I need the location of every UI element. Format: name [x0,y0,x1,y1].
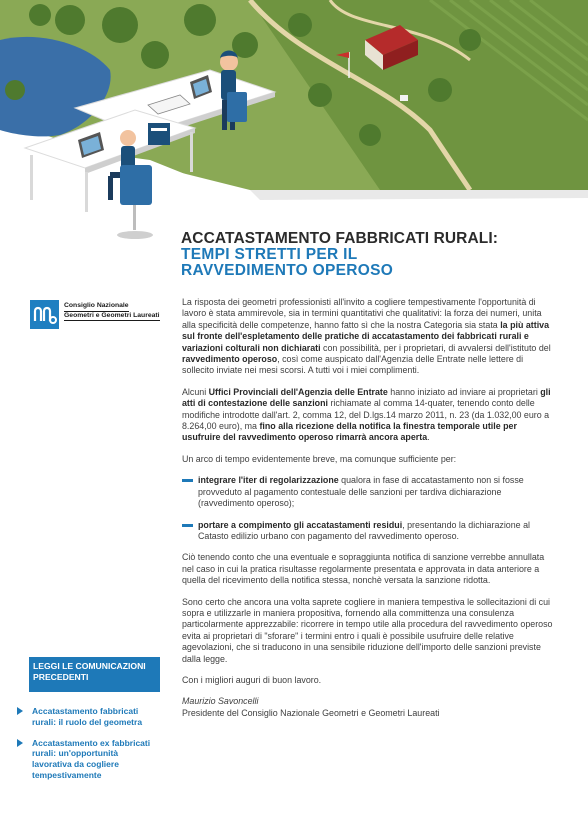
text-bold: portare a compimento gli accatastamenti residui [198,519,403,530]
text-bold: gli atti di contestazione delle sanzioni [182,386,551,409]
paragraph-4: Ciò tenendo conto che una eventuale e sopraggiunta notifica di sanzione verrebbe annullata nel caso in cui la pratica risultasse regolarmente presentata e approvata in data anteriore a quella del ricevimento della notifica stessa, nonchè versata la sanzione ridotta. [182,552,545,586]
title-line-3: RAVVEDIMENTO OPEROSO [181,262,394,279]
logo-line-2: Geometri e Geometri Laureati [64,312,160,322]
signature-role: Presidente del Consiglio Nazionale Geometri e Geometri Laureati [182,707,440,718]
bullet-item-1 [182,475,554,509]
cng-logo [30,300,160,329]
sidebar-heading: LEGGI LE COMUNICAZIONI PRECEDENTI [29,657,160,692]
paragraph-1 [182,297,554,377]
text: hanno iniziato ad inviare ai proprietari [387,386,541,397]
sidebar-link-ruolo-geometra[interactable] [29,706,160,728]
text: La risposta dei geometri professionisti all'invito a cogliere tempestivamente l'opportunità di lavoro è stata ammirevole, sia in termini quantitativi che qualitativi: la forza dei numeri, unita alla specificità delle competenze, hanno fatto sì che la nostra Categoria sia stata [182,297,542,330]
text: qualora in fase di accatastamento non si fosse provveduto al pagamento contestuale delle sanzioni per tardiva dichiarazione (ravvedimento operoso); [198,475,524,509]
sidebar-link-label[interactable]: Accatastamento fabbricati rurali: il ruolo del geometra [32,706,143,727]
paragraph-2 [182,387,554,444]
text: con possibilità, per i proprietari, di avvalersi dell'istituto del [320,342,551,353]
text: , così come auspicato dall'Agenzia delle Entrate nelle lettere di sollecito inviate nei mesi scorsi. A tutti voi i miei complimenti. [182,354,524,376]
text: richiamate al comma 14-quater, tenendo conto delle modifiche introdotte dall'art. 2, comma 12, del D.lgs.14 marzo 2011, n. 23 (da 1.032,00 euro a 8.264,00 euro), ma [182,398,550,432]
bullet-item-2 [182,520,554,543]
logo-line-1: Consiglio Nazionale [64,302,129,312]
previous-communications-sidebar [29,657,160,781]
text-bold: la più attiva sul fronte dell'espletamento delle pratiche di accatastamento dei fabbricati rurali e variazioni colturali non dichiarati [182,319,550,353]
sidebar-link-opportunita[interactable] [29,738,160,781]
storage-box [148,123,170,145]
signature-block [182,696,554,719]
text: , presentando la dichiarazione al Catasto edilizio urbano con pagamento del ravvedimento operoso. [198,519,530,541]
text-bold: integrare l'iter di regolarizzazione [198,475,339,486]
bullet-marker [182,524,193,527]
paragraph-6: Con i migliori auguri di buon lavoro. [182,674,322,685]
signature-name: Maurizio Savoncelli [182,696,259,707]
arrow-right-icon [17,739,23,747]
cng-logo-icon [30,300,59,329]
article-title [181,231,561,279]
text: Alcuni [182,386,209,397]
text-bold: ravvedimento operoso [182,354,278,365]
text-bold: Uffici Provinciali dell'Agenzia delle Entrate [208,386,388,397]
sidebar-link-label[interactable]: Accatastamento ex fabbricati rurali: un'opportunità lavorativa da cogliere tempestivamente [32,737,151,780]
text-bold: fino alla ricezione della notifica la finestra temporale utile per usufruire del ravvedimento operoso rimarrà ancora aperta [182,421,517,443]
logo-text [64,302,164,321]
arrow-right-icon [17,707,23,715]
title-line-1: ACCATASTAMENTO FABBRICATI RURALI: [181,230,499,247]
article-body [182,297,554,719]
title-line-2: TEMPI STRETTI PER IL [181,246,358,263]
bullet-marker [182,479,193,482]
paragraph-3: Un arco di tempo evidentemente breve, ma comunque sufficiente per: [182,453,457,464]
paragraph-5: Sono certo che ancora una volta saprete cogliere in maniera tempestiva le sollecitazioni di cui sopra e utilizzarle in maniera propositiva, fornendo alla committenza una consulenza particolarmente apprezzabile: ricorrere in tempo utile alla procedura del ravvedimento operoso evita ai proprietari di "sforare" i termini entro i quali è possibile usufruire delle relative agevolazioni, che si traducono in una sensibile riduzione dell'importo delle sanzioni previste dalla legge. [182,596,553,664]
text: . [427,432,430,443]
